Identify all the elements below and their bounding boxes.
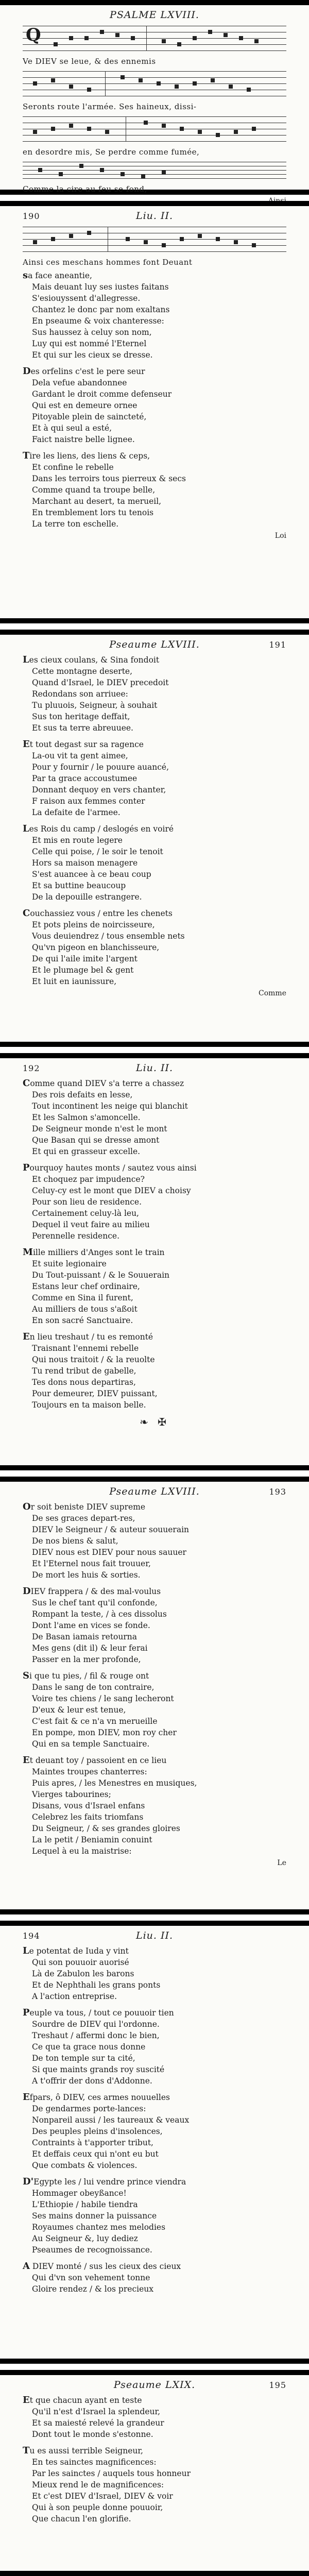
verse-line: Les cieux coulans, & Sina fondoit [23,654,160,665]
verse-line: DIEV frappera / & des mal-voulus [23,1586,161,1597]
verse-line: Lequel à eu la maistrise: [32,1846,132,1856]
verse-line: Que chacun l'en glorifie. [32,2514,131,2523]
stanza-gap [23,2256,286,2261]
verse-line: Ce que ta grace nous donne [32,2042,146,2052]
stanza-gap [23,734,286,739]
stanza-gap [23,1581,286,1586]
verse-line: Sus ton heritage deffait, [32,712,130,721]
verse-line: sa face aneantie, [23,270,92,281]
verse-line: Pourquoy hautes monts / sautez vous ainsi [23,1162,197,1173]
verse-line: La terre ton eschelle. [32,519,119,529]
verse-line: Et qui sur les cieux se dresse. [32,350,153,360]
verse-line: En tremblement lors tu tenois [32,508,154,517]
verse-line: Redondans son arriuee: [32,689,128,699]
verse-line: Dans le sang de ton contraire, [32,1683,154,1692]
stanza-gap [23,2440,286,2445]
page-number: 193 [269,1487,286,1497]
verse-line: Puis apres, / les Menestres en musiques, [32,1778,197,1788]
verse-line: Passer en la mer profonde, [32,1655,141,1664]
verse-line: Là de Zabulon les barons [32,1969,134,1978]
stanza-gap [23,2002,286,2007]
lyric-line: Ve DIEV se leue, & des ennemis [23,57,156,66]
verse-line: Quand d'Israel, le DIEV precedoit [32,678,169,687]
page-header [23,639,286,650]
verse-block [23,654,286,987]
lyric-line: en desordre mis, Se perdre comme fumée, [23,147,200,157]
verse-line: Que Basan qui se dresse amont [32,1136,160,1145]
verse-line: Sourdre de DIEV qui l'ordonne. [32,2020,160,2029]
stanza-gap [23,903,286,908]
verse-line: De qui l'aile imite l'argent [32,954,138,963]
page-title: Pseaume LXVIII. [109,639,200,650]
page-header [23,1062,286,1074]
verse-line: En lieu treshaut / tu es remonté [23,1331,153,1342]
verse-line: S'est auancee à ce beau coup [32,870,151,879]
verse-line: Marchant au desert, ta merueil, [32,497,162,506]
verse-line: Et deuant toy / passoient en ce lieu [23,1755,167,1766]
page-1 [0,0,309,195]
verse-line: Qu'il n'est d'Israel la splendeur, [32,2407,161,2416]
verse-line: Certainement celuy-là leu, [32,1209,139,1218]
verse-line: Et mis en route legere [32,836,123,845]
verse-line: D'eux & leur est tenue, [32,1705,126,1715]
verse-line: Et luit en iaunissure, [32,977,117,986]
verse-line: De Seigneur monde n'est le mont [32,1124,167,1133]
verse-line: La defaite de l'armee. [32,808,121,817]
lyric-line: Comme la cire au feu se fond, [23,184,147,194]
verse-line: Qui son pouuoir auorisé [32,1958,129,1967]
verse-line: Des rois defaits en lesse, [32,1090,133,1099]
verse-line: Celuy-cy est le mont que DIEV a choisy [32,1186,191,1195]
verse-line: Or soit beniste DIEV supreme [23,1501,146,1512]
page-title: Pseaume LXIX. [113,2379,196,2391]
verse-line: Et l'Eternel nous fait trouuer, [32,1559,151,1568]
verse-line: Mille milliers d'Anges sont le train [23,1247,165,1258]
verse-line: Hors sa maison menagere [32,858,138,868]
stanza-gap [23,2087,286,2092]
verse-line: Tu es aussi terrible Seigneur, [23,2445,143,2456]
verse-line: Le potentat de Iuda y vint [23,1945,129,1956]
verse-line: D'Egypte les / lui vendre prince viendra [23,2176,186,2187]
verse-line: Et tout degast sur sa ragence [23,739,144,750]
page-number: 192 [23,1063,40,1073]
page-3 [0,630,309,1047]
verse-line: Et c'est DIEV d'Israel, DIEV & voir [32,2492,173,2501]
verse-line: Celebrez les faits triomfans [32,1812,144,1822]
verse-line: Et de Nephthali les grans ponts [32,1980,161,1990]
verse-line: Et qui en grasseur excelle. [32,1147,141,1156]
verse-line: Donnant dequoy en vers chanter, [32,785,166,794]
verse-block [23,1945,286,2295]
verse-line: Et sus ta terre abreuuee. [32,723,133,733]
verse-line: En pompe, mon DIEV, mon roy cher [32,1728,177,1737]
verse-line: La-ou vit ta gent aimee, [32,751,128,760]
music-staff [23,227,286,256]
verse-line: Mieux rend le de magnificences: [32,2480,164,2489]
verse-line: De nos biens & salut, [32,1536,118,1546]
verse-line: Dont l'ame en vices se fonde. [32,1621,150,1630]
verse-line: Maintes troupes chanterres: [32,1767,147,1776]
verse-line: En son sacré Sanctuaire. [32,1316,133,1325]
verse-line: En pseaume & voix chanteresse: [32,316,164,326]
verse-line: Tu pluuois, Seigneur, à souhait [32,701,158,710]
lyric-line: Seronts route l'armée. Ses haineux, dissi- [23,102,197,111]
verse-block [23,1501,286,1857]
page-header [23,9,286,21]
clef-icon: Q [26,25,41,45]
stanza-gap [23,1326,286,1331]
page-header [23,210,286,222]
verse-line: Du Seigneur, / & ses grandes gloires [32,1824,180,1833]
verse-line: Contraints à t'apporter tribut, [32,2138,153,2147]
page-7 [0,2370,309,2576]
verse-line: A t'offrir der dons d'Addonne. [32,2076,152,2086]
verse-block [23,2395,286,2524]
catchword: Le [277,1859,286,1867]
verse-line: Tout incontinent les neige qui blanchit [32,1101,188,1111]
page-5 [0,1477,309,1914]
fleuron-ornament: ❧ ✠ [140,1416,169,1428]
verse-line: Du Tout-puissant / & le Souuerain [32,1270,170,1280]
verse-line: Comme en Sina il furent, [32,1293,133,1302]
verse-line: Les Rois du camp / deslogés en voiré [23,823,174,834]
verse-line: Gloire rendez / & los precieux [32,2284,153,2294]
stanza-gap [23,818,286,823]
stanza-gap [23,361,286,366]
verse-line: Que combats & violences. [32,2161,138,2170]
verse-line: Couchassiez vous / entre les chenets [23,908,173,919]
verse-block [23,270,286,530]
verse-line: Perennelle residence. [32,1231,119,1241]
verse-line: Et choquez par impudence? [32,1175,145,1184]
stanza-gap [23,1665,286,1670]
verse-line: A DIEV monté / sus les cieux des cieux [23,2261,181,2272]
verse-line: Chantez le donc par nom exaltans [32,305,170,314]
verse-line: Comme quand ta troupe belle, [32,485,156,495]
page-number: 195 [269,2380,286,2390]
verse-line: Dela vefue abandonnee [32,378,127,387]
verse-line: Traisnant l'ennemi rebelle [32,1344,139,1353]
verse-line: Tire les liens, des liens & ceps, [23,450,150,461]
verse-line: Estans leur chef ordinaire, [32,1282,140,1291]
verse-line: Voire tes chiens / le sang lecheront [32,1694,174,1703]
page-title: Liu. II. [135,1062,174,1074]
verse-line: Qui nous traitoit / & la reuolte [32,1355,155,1364]
lyric-line: Ainsi ces meschans hommes font Deuant [23,258,193,267]
stanza-gap [23,1157,286,1162]
page-title: Pseaume LXVIII. [109,1486,200,1497]
verse-line: La le petit / Beniamin conuint [32,1835,152,1844]
verse-line: De ton temple sur ta cité, [32,2054,135,2063]
verse-line: Et les Salmon s'amoncelle. [32,1113,141,1122]
verse-line: Vierges tabourines; [32,1790,111,1799]
verse-line: Des orfelins c'est le pere seur [23,366,145,377]
verse-line: Qu'vn pigeon en blanchisseure, [32,943,160,952]
verse-line: Disans, vous d'Israel enfans [32,1801,145,1810]
verse-line: Pseaumes de recognoissance. [32,2245,152,2255]
verse-line: Mes gens (dit il) & leur ferai [32,1643,148,1653]
verse-line: Toujours en ta maison belle. [32,1400,146,1410]
verse-line: S'esiouyssent d'allegresse. [32,294,141,303]
verse-line: Dont tout le monde s'estonne. [32,2430,153,2439]
verse-line: Et le plumage bel & gent [32,965,134,975]
verse-line: A l'action entreprise. [32,1992,117,2001]
verse-line: De mort les huis & sorties. [32,1570,141,1580]
page-number: 191 [269,640,286,650]
music-staff [23,26,286,55]
verse-line: Au milliers de tous s'aßoit [32,1304,138,1314]
verse-line: Mais deuant luy ses iustes faitans [32,282,169,292]
verse-line: Faict naistre belle lignee. [32,435,135,444]
verse-line: Et suite legionaire [32,1259,107,1268]
verse-line: Par ta grace accoustumee [32,774,138,783]
verse-line: Dequel il veut faire au milieu [32,1220,150,1229]
verse-line: Tes dons nous departiras, [32,1378,136,1387]
verse-line: Par les sainctes / auquels tous honneur [32,2469,191,2478]
verse-line: Comme quand DIEV s'a terre a chassez [23,1078,184,1089]
verse-line: Et à qui seul a esté, [32,423,112,433]
verse-line: Et sa maiesté relevé la grandeur [32,2418,164,2428]
verse-line: Royaumes chantez mes melodies [32,2223,166,2232]
page-header [23,2379,286,2391]
page-number: 190 [23,211,40,221]
catchword: Loi [274,532,286,540]
verse-line: Pour y fournir / le pouure auancé, [32,762,169,772]
verse-line: Pour son lieu de residence. [32,1197,142,1207]
page-title: Liu. II. [135,1930,174,1941]
verse-line: Ses mains donner la puissance [32,2211,157,2221]
verse-line: Qui d'vn son vehement tonne [32,2273,150,2282]
verse-line: Efpars, ô DIEV, ces armes nouuelles [23,2092,170,2103]
verse-line: C'est fait & ce n'a vn merueille [32,1717,158,1726]
verse-line: Cette montagne deserte, [32,667,133,676]
verse-line: Celle qui poise, / le soir le tenoit [32,847,163,856]
verse-line: En tes sainctes magnificences: [32,2458,157,2467]
page-number: 194 [23,1931,40,1941]
verse-line: Et confine le rebelle [32,463,114,472]
verse-line: Vous deuiendrez / tous ensemble nets [32,931,185,941]
verse-line: Peuple va tous, / tout ce pouuoir tien [23,2007,174,2018]
verse-line: Et deffais ceux qui n'ont eu but [32,2149,159,2159]
verse-line: F raison aux femmes conter [32,796,145,806]
verse-line: De ses graces depart-res, [32,1514,135,1523]
verse-line: Treshaut / affermi donc le bien, [32,2031,160,2040]
verse-line: Pour demeurer, DIEV puissant, [32,1389,158,1398]
verse-line: DIEV le Seigneur / & auteur souuerain [32,1525,190,1534]
verse-line: De Basan iamais retourna [32,1632,137,1641]
verse-line: Au Seigneur &, luy dediez [32,2234,138,2243]
verse-line: Rompant la teste, / à ces dissolus [32,1609,167,1619]
verse-line: Tu rend tribut de gabelle, [32,1366,136,1376]
verse-line: Nonpareil aussi / les taureaux & veaux [32,2115,190,2125]
stanza-gap [23,1750,286,1755]
stanza-gap [23,1242,286,1247]
verse-line: L'Ethiopie / habile tiendra [32,2200,138,2209]
catchword: Comme [259,989,286,997]
verse-line: Sus le chef tant qu'il confonde, [32,1598,158,1607]
verse-line: Qui est en demeure ornee [32,401,138,410]
verse-line: Qui à son peuple donne pouuoir, [32,2503,163,2512]
verse-line: Luy qui est nommé l'Eternel [32,339,147,348]
music-staff [23,71,286,100]
page-4 [0,1053,309,1470]
verse-line: De la depouille estrangere. [32,892,142,902]
verse-line: Sus haussez à celuy son nom, [32,328,152,337]
verse-line: Et sa buttine beaucoup [32,881,126,890]
verse-line: Dans les terroirs tous pierreux & secs [32,474,186,483]
verse-line: Si que tu pies, / fil & rouge ont [23,1670,149,1681]
verse-line: DIEV nous est DIEV pour nous sauuer [32,1548,186,1557]
page-title: Liu. II. [135,210,174,222]
page-2 [0,201,309,623]
verse-line: Gardant le droit comme defenseur [32,389,172,399]
page-title: PSALME LXVIII. [110,9,199,21]
page-header [23,1486,286,1497]
stanza-gap [23,2171,286,2176]
verse-line: Et que chacun ayant en teste [23,2395,142,2405]
music-staff [23,162,286,182]
stanza-gap [23,445,286,450]
verse-line: Si que maints grands roy suscité [32,2065,165,2074]
verse-line: Pitoyable plein de saincteté, [32,412,147,421]
verse-line: Qui en sa temple Sanctuaire. [32,1739,150,1749]
verse-line: De gendarmes porte-lances: [32,2104,146,2113]
verse-line: Des peuples pleins d'insolences, [32,2127,163,2136]
music-staff [23,116,286,145]
page-6 [0,1921,309,2364]
verse-line: Hommager obeyßance! [32,2189,127,2198]
page-header [23,1930,286,1941]
verse-line: Et pots pleins de noircisseure, [32,920,155,929]
verse-block [23,1078,286,1411]
